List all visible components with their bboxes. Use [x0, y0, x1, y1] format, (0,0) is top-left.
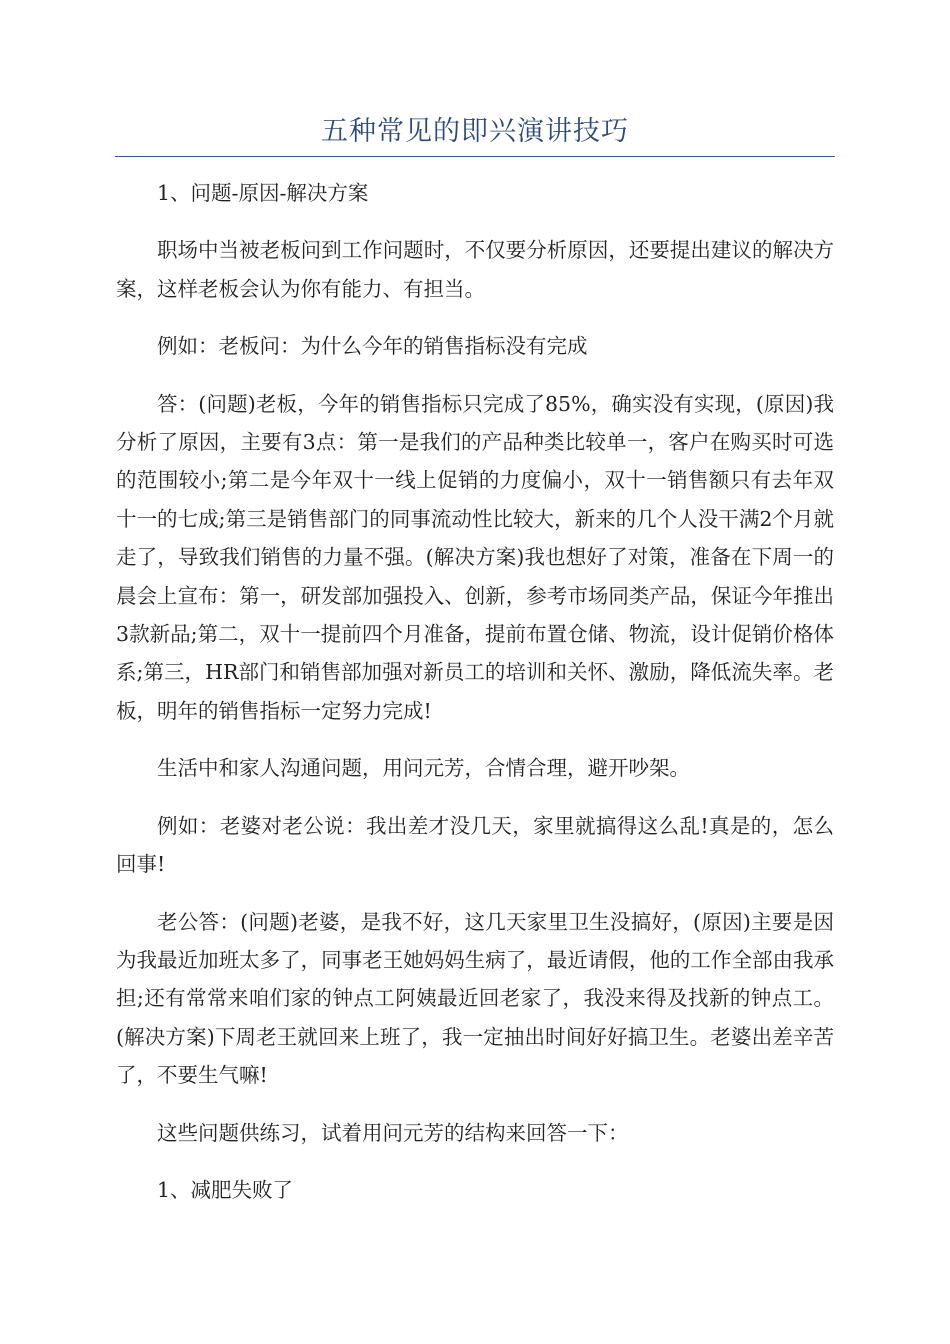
- document-body: [116, 174, 834, 1209]
- practice-item-1: 1、减肥失败了: [157, 1177, 294, 1202]
- paragraph-practice-intro: 这些问题供练习，试着用问元芳的结构来回答一下：: [157, 1120, 629, 1145]
- paragraph-workplace-intro: 职场中当被老板问到工作问题时，不仅要分析原因，还要提出建议的解决方案，这样老板会认为你有能力、有担当。: [116, 238, 834, 301]
- title-block: [115, 112, 835, 157]
- paragraph-boss-answer: 答：(问题)老板，今年的销售指标只完成了85%，确实没有实现，(原因)我分析了原因，主要有3点：第一是我们的产品种类比较单一，客户在购买时可选的范围较小;第二是今年双十一线上促销的力度偏小，双十一销售额只有去年双十一的七成;第三是销售部门的同事流动性比较大，新来的几个人没干满2个月就走了，导致我们销售的力量不强。(解决方案)我也想好了对策，准备在下周一的晨会上宣布：第一，研发部加强投入、创新，参考市场同类产品，保证今年推出3款新品;第二，双十一提前四个月准备，提前布置仓储、物流，设计促销价格体系;第三，HR部门和销售部加强对新员工的培训和关怀、激励，降低流失率。老板，明年的销售指标一定努力完成!: [116, 391, 834, 723]
- paragraph-husband-answer: 老公答：(问题)老婆，是我不好，这几天家里卫生没搞好，(原因)主要是因为我最近加班太多了，同事老王她妈妈生病了，最近请假，他的工作全部由我承担;还有常常来咱们家的钟点工阿姨最近回老家了，我没来得及找新的钟点工。(解决方案)下周老王就回来上班了，我一定抽出时间好好搞卫生。老婆出差辛苦了，不要生气嘛!: [116, 909, 834, 1088]
- paragraph-wife-question: 例如：老婆对老公说：我出差才没几天，家里就搞得这么乱!真是的，怎么回事!: [116, 813, 834, 877]
- paragraph-family-intro: 生活中和家人沟通问题，用问元芳，合情合理，避开吵架。: [157, 756, 690, 781]
- page-title: 五种常见的即兴演讲技巧: [321, 116, 629, 147]
- paragraph-boss-question: 例如：老板问：为什么今年的销售指标没有完成: [157, 334, 588, 359]
- section-heading-1: 1、问题-原因-解决方案: [157, 181, 369, 205]
